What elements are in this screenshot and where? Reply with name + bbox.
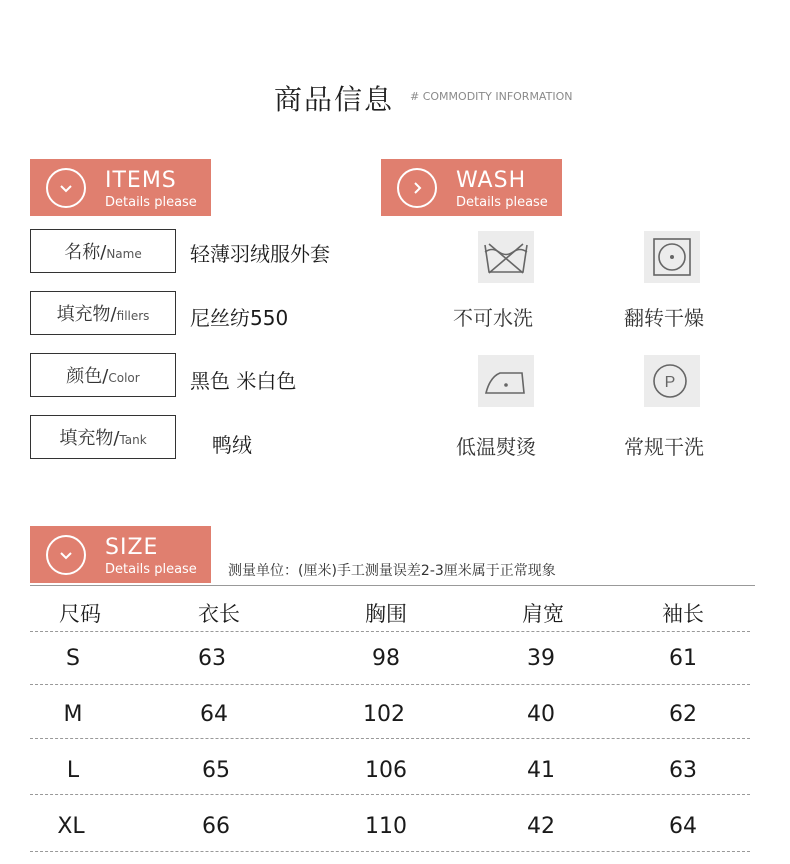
chevron-down-icon — [46, 535, 86, 575]
table-cell: 42 — [527, 814, 555, 839]
table-divider — [30, 631, 750, 632]
table-divider — [30, 684, 750, 685]
value-color: 黑色 米白色 — [190, 369, 297, 393]
size-header-bust: 胸围 — [365, 602, 407, 626]
label-fillers: 填充物/ fillers — [30, 291, 176, 335]
table-cell: 98 — [372, 646, 400, 671]
table-divider — [30, 794, 750, 795]
items-banner-title: ITEMS — [105, 168, 177, 193]
wash-label-no-wash: 不可水洗 — [453, 306, 533, 330]
size-banner-title: SIZE — [105, 535, 159, 560]
size-header-sleeve: 袖长 — [662, 602, 704, 626]
tumble-dry-icon — [644, 231, 700, 283]
size-measure-note: 测量单位：(厘米)手工测量误差2-3厘米属于正常现象 — [228, 563, 556, 579]
wash-banner-subtitle: Details please — [456, 195, 548, 210]
table-cell: 65 — [202, 758, 230, 783]
table-cell: 63 — [198, 646, 226, 671]
table-divider — [30, 738, 750, 739]
value-name: 轻薄羽绒服外套 — [190, 242, 330, 266]
size-header-length: 衣长 — [198, 602, 240, 626]
table-cell: L — [66, 758, 80, 783]
table-divider — [30, 851, 750, 852]
chevron-right-icon — [397, 168, 437, 208]
low-iron-icon — [478, 355, 534, 407]
table-cell: 63 — [669, 758, 697, 783]
table-cell: 64 — [200, 702, 228, 727]
chevron-down-icon — [46, 168, 86, 208]
table-cell: XL — [57, 814, 85, 839]
dry-clean-p-icon — [644, 355, 700, 407]
wash-label-low-iron: 低温熨烫 — [456, 435, 536, 459]
table-cell: 106 — [365, 758, 407, 783]
table-cell: 41 — [527, 758, 555, 783]
size-table-top-rule — [30, 585, 755, 586]
no-wash-icon — [478, 231, 534, 283]
label-tank: 填充物/ Tank — [30, 415, 176, 459]
page-title: 商品信息 — [274, 83, 395, 116]
page-subtitle: # COMMODITY INFORMATION — [410, 90, 573, 103]
table-cell: M — [63, 702, 83, 727]
label-color: 颜色/ Color — [30, 353, 176, 397]
items-banner-subtitle: Details please — [105, 195, 197, 210]
table-cell: 66 — [202, 814, 230, 839]
table-cell: 61 — [669, 646, 697, 671]
value-fillers: 尼丝纺550 — [190, 306, 289, 330]
value-tank: 鸭绒 — [212, 433, 252, 457]
table-cell: 40 — [527, 702, 555, 727]
wash-banner-title: WASH — [456, 168, 527, 193]
size-header-shoulder: 肩宽 — [522, 602, 564, 626]
wash-banner — [381, 159, 562, 216]
size-banner-subtitle: Details please — [105, 562, 197, 577]
table-cell: S — [66, 646, 80, 671]
table-cell: 62 — [669, 702, 697, 727]
table-cell: 64 — [669, 814, 697, 839]
table-cell: 102 — [363, 702, 405, 727]
svg-text:P: P — [664, 374, 676, 391]
wash-label-dry-clean: 常规干洗 — [624, 435, 704, 459]
size-banner — [30, 526, 211, 583]
wash-label-tumble-dry: 翻转干燥 — [624, 306, 704, 330]
table-cell: 39 — [527, 646, 555, 671]
size-header-size: 尺码 — [59, 602, 101, 626]
label-name: 名称/ Name — [30, 229, 176, 273]
table-cell: 110 — [365, 814, 407, 839]
items-banner — [30, 159, 211, 216]
